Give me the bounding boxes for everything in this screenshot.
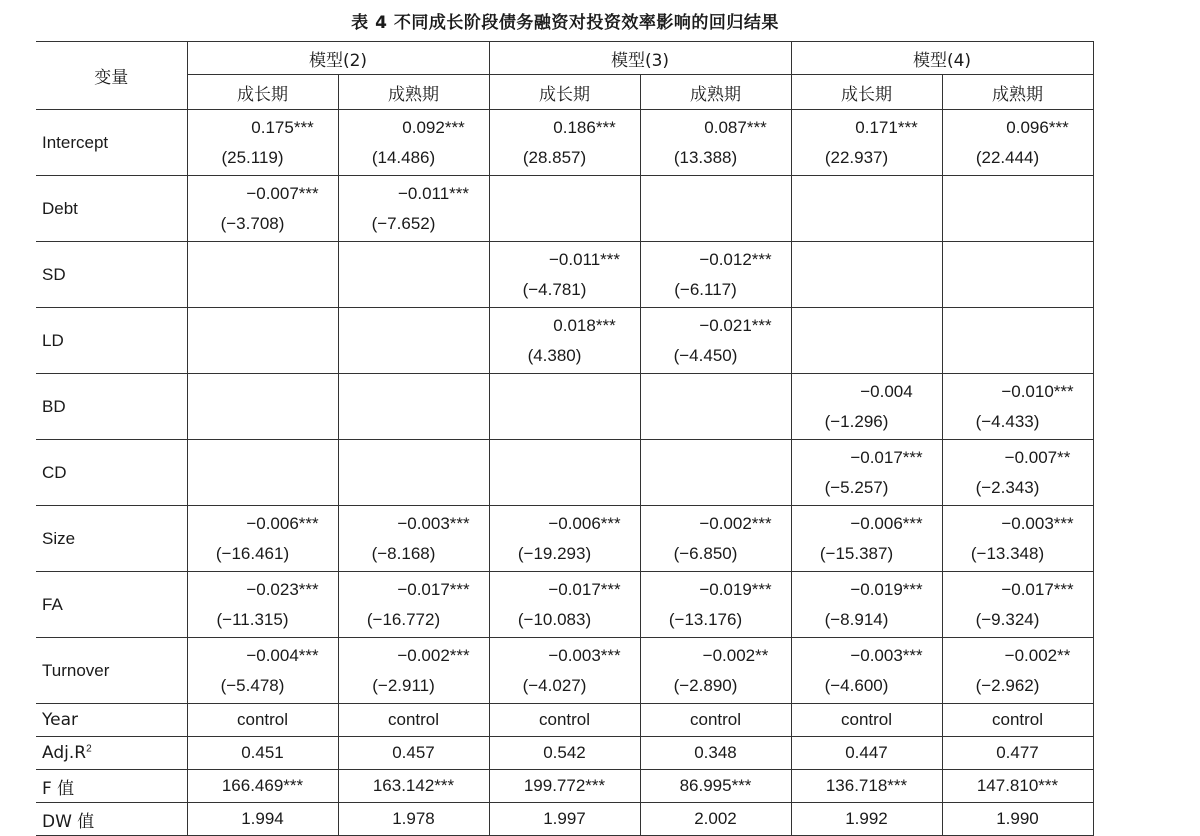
variable-header: 变量 xyxy=(36,42,187,110)
cell-content xyxy=(792,641,942,701)
table-row xyxy=(36,638,1093,704)
cell-content xyxy=(943,641,1093,701)
t-statistic: (−8.914) xyxy=(824,609,889,629)
table-row xyxy=(36,506,1093,572)
summary-value: control xyxy=(942,704,1093,737)
coefficient-value: −0.010*** xyxy=(1001,381,1074,401)
t-statistic: (−7.652) xyxy=(371,213,436,233)
table-cell xyxy=(338,440,489,506)
summary-label xyxy=(36,803,187,836)
table-cell xyxy=(338,110,489,176)
coefficient-value: −0.007*** xyxy=(246,183,319,203)
coefficient-value: 0.087*** xyxy=(704,117,767,137)
summary-label xyxy=(36,704,187,737)
coefficient-value: −0.023*** xyxy=(246,579,319,599)
cell-content xyxy=(943,443,1093,503)
table-cell xyxy=(942,308,1093,374)
table-cell xyxy=(338,242,489,308)
table-cell xyxy=(489,242,640,308)
table-cell xyxy=(489,308,640,374)
t-statistic: (4.380) xyxy=(527,345,582,365)
variable-name: BD xyxy=(36,374,187,440)
table-cell xyxy=(187,638,338,704)
coefficient-value: 0.175*** xyxy=(251,117,314,137)
summary-row xyxy=(36,770,1093,803)
summary-row xyxy=(36,737,1093,770)
table-cell xyxy=(338,176,489,242)
cell-content xyxy=(490,641,640,701)
table-cell xyxy=(187,308,338,374)
table-cell xyxy=(338,572,489,638)
summary-label xyxy=(36,770,187,803)
table-cell xyxy=(187,242,338,308)
summary-value: 147.810*** xyxy=(942,770,1093,803)
cell-content xyxy=(188,641,338,701)
t-statistic: (−5.257) xyxy=(824,477,889,497)
coefficient-value: −0.017*** xyxy=(1001,579,1074,599)
summary-value: 0.457 xyxy=(338,737,489,770)
summary-value: 0.447 xyxy=(791,737,942,770)
summary-row xyxy=(36,803,1093,836)
table-cell xyxy=(338,308,489,374)
t-statistic: (13.388) xyxy=(673,147,738,167)
coefficient-value: −0.017*** xyxy=(548,579,621,599)
cell-content xyxy=(943,509,1093,569)
table-cell xyxy=(640,374,791,440)
cell-content xyxy=(792,377,942,437)
stage-header: 成长期 xyxy=(791,75,942,110)
table-cell xyxy=(338,506,489,572)
table-cell xyxy=(187,110,338,176)
model-4-header: 模型(4) xyxy=(791,42,1093,75)
coefficient-value: −0.002*** xyxy=(397,645,470,665)
cell-content xyxy=(490,113,640,173)
t-statistic: (−4.027) xyxy=(522,675,587,695)
cell-content xyxy=(943,113,1093,173)
cell-content xyxy=(490,509,640,569)
summary-value: 136.718*** xyxy=(791,770,942,803)
variable-name: Turnover xyxy=(36,638,187,704)
summary-value: 2.002 xyxy=(640,803,791,836)
t-statistic: (−4.433) xyxy=(975,411,1040,431)
summary-value: 1.997 xyxy=(489,803,640,836)
coefficient-value: −0.011*** xyxy=(397,183,470,203)
t-statistic: (−4.450) xyxy=(673,345,738,365)
stage-header: 成长期 xyxy=(187,75,338,110)
t-statistic: (−4.781) xyxy=(522,279,587,299)
table-cell xyxy=(942,440,1093,506)
t-statistic: (25.119) xyxy=(221,147,284,167)
coefficient-value: −0.002*** xyxy=(699,513,772,533)
cell-content xyxy=(490,311,640,371)
variable-name: Intercept xyxy=(36,110,187,176)
superscript: 2 xyxy=(86,743,92,755)
t-statistic: (22.937) xyxy=(824,147,889,167)
table-cell xyxy=(942,572,1093,638)
t-statistic: (−13.176) xyxy=(668,609,743,629)
cell-content xyxy=(792,509,942,569)
table-cell xyxy=(338,638,489,704)
table-cell xyxy=(489,638,640,704)
t-statistic: (−9.324) xyxy=(975,609,1040,629)
coefficient-value: −0.004*** xyxy=(246,645,319,665)
t-statistic: (−4.600) xyxy=(824,675,889,695)
coefficient-value: −0.012*** xyxy=(699,249,772,269)
table-cell xyxy=(640,572,791,638)
t-statistic: (28.857) xyxy=(522,147,587,167)
t-statistic: (−16.772) xyxy=(366,609,441,629)
table-cell xyxy=(187,440,338,506)
t-statistic: (−6.850) xyxy=(673,543,738,563)
cell-content xyxy=(339,509,489,569)
variable-name: LD xyxy=(36,308,187,374)
t-statistic: (−2.343) xyxy=(975,477,1040,497)
coefficient-value: −0.003*** xyxy=(1001,513,1074,533)
summary-value: 1.994 xyxy=(187,803,338,836)
table-cell xyxy=(489,374,640,440)
t-statistic: (−1.296) xyxy=(824,411,889,431)
coefficient-value: −0.002** xyxy=(1004,645,1071,665)
cell-content xyxy=(188,509,338,569)
summary-label-text: F 值 xyxy=(42,778,75,799)
t-statistic: (−2.911) xyxy=(372,675,435,695)
summary-value: 86.995*** xyxy=(640,770,791,803)
summary-value: 166.469*** xyxy=(187,770,338,803)
coefficient-value: 0.096*** xyxy=(1006,117,1069,137)
cell-content xyxy=(490,575,640,635)
t-statistic: (22.444) xyxy=(975,147,1040,167)
coefficient-value: −0.004 xyxy=(860,381,913,401)
table-cell xyxy=(791,440,942,506)
table-cell xyxy=(791,110,942,176)
variable-name: CD xyxy=(36,440,187,506)
t-statistic: (−13.348) xyxy=(970,543,1045,563)
summary-label-text: DW 值 xyxy=(42,811,95,832)
table-cell xyxy=(942,506,1093,572)
t-statistic: (−2.890) xyxy=(673,675,738,695)
table-cell xyxy=(187,374,338,440)
summary-value: control xyxy=(338,704,489,737)
t-statistic: (−11.315) xyxy=(216,609,289,629)
table-cell xyxy=(489,506,640,572)
cell-content xyxy=(188,575,338,635)
table-cell xyxy=(489,572,640,638)
summary-label xyxy=(36,737,187,770)
table-cell xyxy=(942,110,1093,176)
coefficient-value: −0.017*** xyxy=(850,447,923,467)
coefficient-value: −0.006*** xyxy=(246,513,319,533)
cell-content xyxy=(641,575,791,635)
header-row-stages xyxy=(36,75,1093,110)
table-cell xyxy=(791,374,942,440)
t-statistic: (−10.083) xyxy=(517,609,592,629)
table-cell xyxy=(791,242,942,308)
table-row xyxy=(36,176,1093,242)
cell-content xyxy=(641,641,791,701)
cell-content xyxy=(792,443,942,503)
coefficient-value: 0.018*** xyxy=(553,315,616,335)
table-row xyxy=(36,572,1093,638)
model-2-header: 模型(2) xyxy=(187,42,489,75)
cell-content xyxy=(339,179,489,239)
table-cell xyxy=(640,440,791,506)
table-cell xyxy=(640,308,791,374)
table-cell xyxy=(942,242,1093,308)
table-cell xyxy=(942,176,1093,242)
summary-value: 1.992 xyxy=(791,803,942,836)
variable-name: FA xyxy=(36,572,187,638)
variable-name: Size xyxy=(36,506,187,572)
coefficient-value: −0.003*** xyxy=(548,645,621,665)
table-cell xyxy=(791,308,942,374)
table-cell xyxy=(489,110,640,176)
coefficient-value: −0.019*** xyxy=(699,579,772,599)
table-body xyxy=(36,110,1093,836)
summary-value: 0.348 xyxy=(640,737,791,770)
table-row xyxy=(36,308,1093,374)
summary-value: control xyxy=(791,704,942,737)
cell-content xyxy=(641,311,791,371)
table-row xyxy=(36,440,1093,506)
stage-header: 成熟期 xyxy=(640,75,791,110)
table-cell xyxy=(187,506,338,572)
model-3-header: 模型(3) xyxy=(489,42,791,75)
summary-value: 199.772*** xyxy=(489,770,640,803)
cell-content xyxy=(792,575,942,635)
table-cell xyxy=(791,506,942,572)
regression-table-container xyxy=(36,41,1094,836)
coefficient-value: −0.002** xyxy=(702,645,769,665)
cell-content xyxy=(339,113,489,173)
stage-header: 成长期 xyxy=(489,75,640,110)
summary-label-text: Adj.R xyxy=(42,743,87,763)
coefficient-value: −0.003*** xyxy=(850,645,923,665)
table-cell xyxy=(338,374,489,440)
table-cell xyxy=(489,176,640,242)
t-statistic: (−3.708) xyxy=(220,213,285,233)
coefficient-value: −0.007** xyxy=(1004,447,1071,467)
summary-value: 1.990 xyxy=(942,803,1093,836)
variable-name: SD xyxy=(36,242,187,308)
table-row xyxy=(36,110,1093,176)
cell-content xyxy=(188,179,338,239)
table-title: 表 4 不同成长阶段债务融资对投资效率影响的回归结果 xyxy=(351,13,779,33)
coefficient-value: 0.092*** xyxy=(402,117,465,137)
t-statistic: (−2.962) xyxy=(975,675,1040,695)
cell-content xyxy=(641,113,791,173)
t-statistic: (−8.168) xyxy=(371,543,436,563)
summary-row xyxy=(36,704,1093,737)
stage-header: 成熟期 xyxy=(942,75,1093,110)
table-cell xyxy=(640,176,791,242)
cell-content xyxy=(641,509,791,569)
cell-content xyxy=(943,377,1093,437)
t-statistic: (−5.478) xyxy=(220,675,285,695)
summary-value: 0.542 xyxy=(489,737,640,770)
coefficient-value: −0.019*** xyxy=(850,579,923,599)
t-statistic: (14.486) xyxy=(371,147,436,167)
t-statistic: (−6.117) xyxy=(674,279,737,299)
summary-value: control xyxy=(640,704,791,737)
table-cell xyxy=(942,638,1093,704)
table-cell xyxy=(640,110,791,176)
t-statistic: (−15.387) xyxy=(819,543,894,563)
coefficient-value: −0.017*** xyxy=(397,579,470,599)
table-cell xyxy=(640,506,791,572)
table-cell xyxy=(640,242,791,308)
t-statistic: (−19.293) xyxy=(517,543,592,563)
table-cell xyxy=(489,440,640,506)
cell-content xyxy=(188,113,338,173)
cell-content xyxy=(490,245,640,305)
regression-table xyxy=(36,41,1094,836)
table-cell xyxy=(187,572,338,638)
summary-value: control xyxy=(489,704,640,737)
table-cell xyxy=(187,176,338,242)
coefficient-value: −0.006*** xyxy=(548,513,621,533)
summary-value: 0.451 xyxy=(187,737,338,770)
summary-value: 0.477 xyxy=(942,737,1093,770)
coefficient-value: −0.006*** xyxy=(850,513,923,533)
cell-content xyxy=(943,575,1093,635)
table-row xyxy=(36,242,1093,308)
summary-value: 1.978 xyxy=(338,803,489,836)
cell-content xyxy=(641,245,791,305)
cell-content xyxy=(792,113,942,173)
table-cell xyxy=(791,176,942,242)
table-row xyxy=(36,374,1093,440)
table-cell xyxy=(791,638,942,704)
variable-name: Debt xyxy=(36,176,187,242)
table-cell xyxy=(640,638,791,704)
summary-value: control xyxy=(187,704,338,737)
stage-header: 成熟期 xyxy=(338,75,489,110)
coefficient-value: −0.003*** xyxy=(397,513,470,533)
cell-content xyxy=(339,641,489,701)
cell-content xyxy=(339,575,489,635)
coefficient-value: 0.171*** xyxy=(855,117,918,137)
t-statistic: (−16.461) xyxy=(215,543,290,563)
header-row-models xyxy=(36,42,1093,75)
table-cell xyxy=(791,572,942,638)
coefficient-value: −0.011*** xyxy=(548,249,621,269)
table-cell xyxy=(942,374,1093,440)
summary-value: 163.142*** xyxy=(338,770,489,803)
coefficient-value: 0.186*** xyxy=(553,117,616,137)
coefficient-value: −0.021*** xyxy=(699,315,772,335)
summary-label-text: Year xyxy=(42,710,78,730)
